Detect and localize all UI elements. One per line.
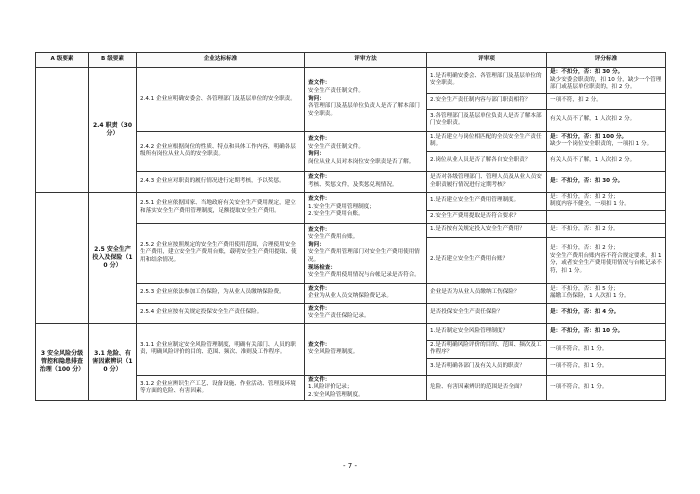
method-2-4-3: 查文件： 考核、奖惩文件，及奖惩兑现情况。 xyxy=(305,171,427,192)
criteria-2-5-2-1: 是：不扣分，否：扣 2 分。 xyxy=(547,223,666,237)
item-2-5-3: 企业是否为从业人员缴纳工伤保险？ xyxy=(427,283,547,303)
standard-2-5-4: 2.5.4 企业应按有关规定投保安全生产责任保险。 xyxy=(137,303,305,323)
criteria-2-5-1-2 xyxy=(547,210,666,223)
header-criteria: 评分标准 xyxy=(547,53,666,68)
header-item: 评审项 xyxy=(427,53,547,68)
table-header-row xyxy=(36,53,666,68)
criteria-2-5-2-2: 是：不扣分，否：扣 2 分； 安全生产费用台账内容不符合规定要求，扣 1 分，或者安全生产费用使用情况与台帐记录不符，扣 1 分。 xyxy=(547,237,666,283)
b-level-3-1: 3.1 危险、有害因素辨识（10 分） xyxy=(89,323,137,401)
criteria-2-4-2-1: 是：不扣分，否：扣 100 分。 缺少一个岗位安全职责的，一项扣 1 分。 xyxy=(547,131,666,151)
criteria-2-4-3: 是：不扣分，否：扣 30 分。 xyxy=(547,171,666,192)
table-row xyxy=(36,192,666,210)
item-3-1-2: 危险、有害因素辨识的范围是否全面？ xyxy=(427,375,547,401)
item-2-4-3: 是否对各级管理部门、管理人员及从业人员安全职责履行情况进行定期考核？ xyxy=(427,171,547,192)
criteria-2-4-1-3: 有关人员不了解，1 人次扣 2 分。 xyxy=(547,109,666,131)
evaluation-table xyxy=(35,52,666,401)
item-2-4-2-2: 2.岗位从业人员是否了解各自安全职责？ xyxy=(427,151,547,171)
a-level-3: 3 安全风险分级管控和隐患排查治理（100 分） xyxy=(36,323,89,401)
item-2-4-1-3: 3.各管理部门及基层单位负责人是否了解本部门安全职责。 xyxy=(427,109,547,131)
header-standard: 企业达标标准 xyxy=(137,53,305,68)
b-level-2-4: 2.4 职责（30 分） xyxy=(89,68,137,193)
item-3-1-1-2: 2.是否明确风险评价的目的、范围、频次及工作程序？ xyxy=(427,340,547,358)
method-3-1-2: 查文件： 1.风险评价记录； 2.安全风险管理制度。 xyxy=(305,375,427,401)
item-2-5-4: 是否投保安全生产责任保险？ xyxy=(427,303,547,323)
standard-2-5-3: 2.5.3 企业应依法参加工伤保险，为从业人员缴纳保险费。 xyxy=(137,283,305,303)
standard-2-4-2: 2.4.2 企业应根据岗位的性质、特点和具体工作内容，明确各层级所有岗位从业人员的安全职责。 xyxy=(137,131,305,171)
standard-2-4-1: 2.4.1 企业应明确安委会、各管理部门及基层单位的安全职责。 xyxy=(137,68,305,132)
criteria-3-1-1-1: 是：不扣分，否：扣 10 分。 xyxy=(547,323,666,340)
method-2-4-2: 查文件： 安全生产责任制文件。 询问： 岗位从业人员对本岗位安全职责是否了解。 xyxy=(305,131,427,171)
table-row xyxy=(36,68,666,94)
header-method: 评审方法 xyxy=(305,53,427,68)
standard-3-1-2: 3.1.2 企业应辨识生产工艺、设备设施、作业活动、管理及环境等方面的危险、有害因素。 xyxy=(137,375,305,401)
item-2-4-1-2: 2.安全生产责任制内容与部门职责相符？ xyxy=(427,93,547,109)
a-level-cell-empty-2 xyxy=(36,192,89,323)
header-a-level: A 级要素 xyxy=(36,53,89,68)
criteria-2-4-2-2: 有关人员不了解，1 人次扣 2 分。 xyxy=(547,151,666,171)
criteria-2-4-1-2: 一项不符，扣 2 分。 xyxy=(547,93,666,109)
standard-3-1-1: 3.1.1 企业应制定安全风险管理制度，明确有关部门、人员的职责，明确风险评价的目的、范围、频次、准则及工作程序。 xyxy=(137,323,305,375)
item-3-1-1-1: 1.是否制定安全风险管理制度？ xyxy=(427,323,547,340)
item-2-5-1-1: 1.是否建立安全生产费用管理制度。 xyxy=(427,192,547,210)
method-2-5-1: 查文件： 1.安全生产费用管理制度； 2.安全生产费用台账。 xyxy=(305,192,427,223)
item-2-4-1-1: 1.是否明确安委会、各管理部门及基层单位的安全职责。 xyxy=(427,68,547,94)
standard-2-5-1: 2.5.1 企业应依据国家、当地政府有关安全生产费用规定，建立和落实安全生产费用管理制度，足额提取安全生产费用。 xyxy=(137,192,305,223)
criteria-2-5-4: 是：不扣分，否：扣 4 分。 xyxy=(547,303,666,323)
item-2-4-2-1: 1.是否建立与岗位相匹配的全员安全生产责任制。 xyxy=(427,131,547,151)
standard-2-5-2: 2.5.2 企业应按照规定的安全生产费用使用范围，合理使用安全生产费用，建立安全生产费用台账，载明安全生产费用提取、使用和结余情况。 xyxy=(137,223,305,283)
criteria-2-5-3: 是：不扣分，否：扣 5 分； 漏缴工伤保险，1 人次扣 1 分。 xyxy=(547,283,666,303)
page-number: - 7 - xyxy=(343,462,357,470)
criteria-3-1-1-3: 一项不符合，扣 1 分。 xyxy=(547,358,666,375)
b-level-2-5: 2.5 安全生产投入及保险（10 分） xyxy=(89,192,137,323)
method-2-5-4: 查文件： 安全生产责任保险记录。 xyxy=(305,303,427,323)
method-2-5-2: 查文件： 安全生产费用台账。 询问： 安全生产费用管理部门对安全生产费用使用情况。 现场检查： 安全生产费用使用情况与台帐记录是否符合。 xyxy=(305,223,427,283)
standard-2-4-3: 2.4.3 企业应对职责的履行情况进行定期考核，予以奖惩。 xyxy=(137,171,305,192)
header-b-level: B 级要素 xyxy=(89,53,137,68)
method-2-4-1: 查文件： 安全生产责任制文件。 询问： 各管理部门及基层单位负责人是否了解本部门安全职责。 xyxy=(305,68,427,132)
table-row xyxy=(36,323,666,340)
criteria-3-1-1-2: 一项不符合，扣 1 分。 xyxy=(547,340,666,358)
method-2-5-3: 查文件： 企业为从业人员交纳保险费记录。 xyxy=(305,283,427,303)
a-level-cell-empty xyxy=(36,68,89,193)
method-3-1-1: 查文件： 安全风险管理制度。 xyxy=(305,323,427,375)
item-3-1-1-3: 3.是否明确各部门及有关人员的职责？ xyxy=(427,358,547,375)
item-2-5-2-1: 1.是否按有关规定投入安全生产费用？ xyxy=(427,223,547,237)
criteria-2-4-1-1: 是：不扣分，否：扣 30 分。 缺少安委会职责的，扣 10 分，缺少一个管理部门或基层单位职责的，扣 2 分。 xyxy=(547,68,666,94)
item-2-5-2-2: 2.是否建立安全生产费用台账？ xyxy=(427,237,547,283)
criteria-3-1-2: 一项不符合，扣 1 分。 xyxy=(547,375,666,401)
item-2-5-1-2: 2.安全生产费用提取是否符合要求？ xyxy=(427,210,547,223)
criteria-2-5-1-1: 是：不扣分，否：扣 2 分； 制度内容不健全，一项扣 1 分。 xyxy=(547,192,666,210)
